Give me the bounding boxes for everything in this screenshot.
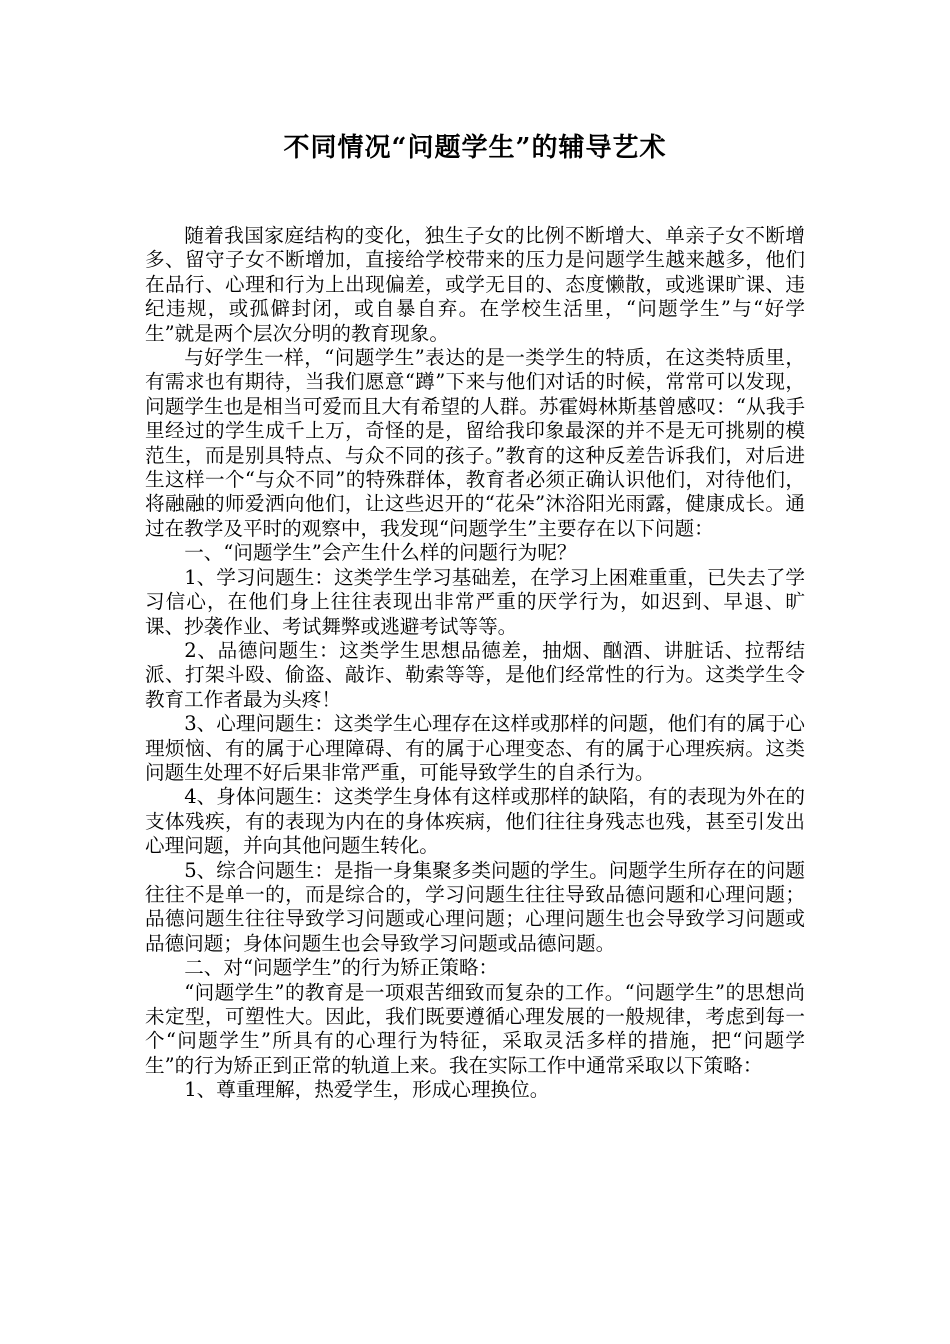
paragraph-learning-problem: 1、学习问题生：这类学生学习基础差，在学习上困难重重，已失去了学习信心，在他们身上往往表现出非常严重的厌学行为，如迟到、早退、旷课、抄袭作业、考试舞弊或逃避考试等等。 bbox=[145, 565, 805, 638]
paragraph-moral-problem: 2、品德问题生：这类学生思想品德差，抽烟、酗酒、讲脏话、拉帮结派、打架斗殴、偷盗、敲诈、勒索等等，是他们经常性的行为。这类学生令教育工作者最为头疼！ bbox=[145, 638, 805, 711]
paragraph-psychological-problem: 3、心理问题生：这类学生心理存在这样或那样的问题，他们有的属于心理烦恼、有的属于心理障碍、有的属于心理变态、有的属于心理疾病。这类问题生处理不好后果非常严重，可能导致学生的自杀行为。 bbox=[145, 712, 805, 784]
paragraph-intro: 随着我国家庭结构的变化，独生子女的比例不断增大、单亲子女不断增多、留守子女不断增加，直接给学校带来的压力是问题学生越来越多，他们在品行、心理和行为上出现偏差，或学无目的、态度懒散，或逃课旷课、违纪违规，或孤僻封闭，或自暴自弃。在学校生活里，“问题学生”与“好学生”就是两个层次分明的教育现象。 bbox=[145, 224, 805, 345]
section-heading-correction-strategies: 二、对“问题学生”的行为矫正策略： bbox=[184, 956, 499, 980]
section-heading-problem-behaviors: 一、“问题学生”会产生什么样的问题行为呢？ bbox=[184, 541, 577, 565]
paragraph-combined-problem: 5、综合问题生：是指一身集聚多类问题的学生。问题学生所存在的问题往往不是单一的，而是综合的，学习问题生往往导致品德问题和心理问题；品德问题生往往导致学习问题或心理问题；心理问题生也会导致学习问题或品德问题；身体问题生也会导致学习问题或品德问题。 bbox=[145, 858, 805, 955]
paragraph-strategy-1: 1、尊重理解，热爱学生，形成心理换位。 bbox=[184, 1078, 550, 1102]
paragraph-strategy-intro: “问题学生”的教育是一项艰苦细致而复杂的工作。“问题学生”的思想尚未定型，可塑性大。因此，我们既要遵循心理发展的一般规律，考虑到每一个“问题学生”所具有的心理行为特征，采取灵活多样的措施，把“问题学生”的行为矫正到正常的轨道上来。我在实际工作中通常采取以下策略： bbox=[145, 980, 805, 1077]
paragraph-physical-problem: 4、身体问题生：这类学生身体有这样或那样的缺陷，有的表现为外在的支体残疾，有的表现为内在的身体疾病，他们往往身残志也残，甚至引发出心理问题，并向其他问题生转化。 bbox=[145, 785, 805, 858]
document-title: 不同情况“问题学生”的辅导艺术 bbox=[283, 133, 667, 163]
paragraph-background: 与好学生一样，“问题学生”表达的是一类学生的特质，在这类特质里，有需求也有期待，当我们愿意“蹲”下来与他们对话的时候，常常可以发现，问题学生也是相当可爱而且大有希望的人群。苏霍姆林斯基曾感叹：“从我手里经过的学生成千上万，奇怪的是，留给我印象最深的并不是无可挑剔的模范生，而是别具特点、与众不同的孩子。”教育的这种反差告诉我们，对后进生这样一个“与众不同”的特殊群体，教育者必须正确认识他们，对待他们，将融融的师爱洒向他们，让这些迟开的“花朵”沐浴阳光雨露，健康成长。通过在教学及平时的观察中，我发现“问题学生”主要存在以下问题： bbox=[145, 346, 805, 540]
document-body bbox=[145, 224, 805, 1103]
